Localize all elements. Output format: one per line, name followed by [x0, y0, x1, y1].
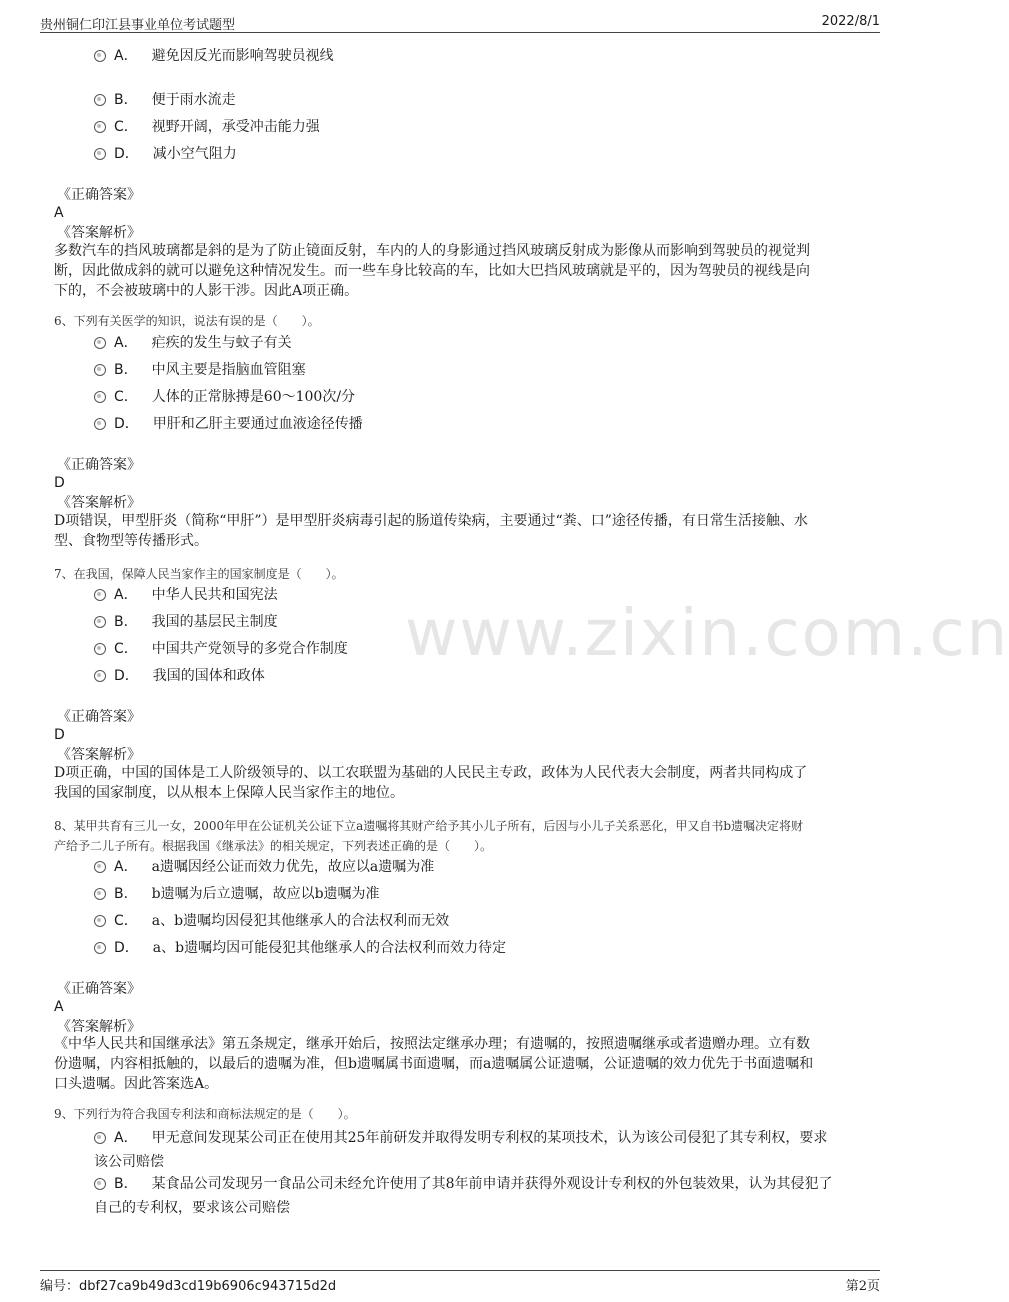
- radio-icon[interactable]: [94, 616, 106, 628]
- correct-answer: D: [54, 727, 65, 743]
- option-a[interactable]: A． 中华人民共和国宪法: [94, 583, 874, 607]
- radio-icon[interactable]: [94, 337, 106, 349]
- radio-icon[interactable]: [94, 121, 106, 133]
- analysis-text: 《中华人民共和国继承法》第五条规定，继承开始后，按照法定继承办理；有遗嘱的，按照遗嘱继承或者遗赠办理。立有数 份遗嘱，内容相抵触的，以最后的遗嘱为准，但b遗嘱属书面遗嘱，而a遗嘱属公证遗嘱，公证遗嘱的效力优先于书面遗嘱和 口头遗嘱。因此答案选A。: [54, 1036, 814, 1092]
- option-b[interactable]: B． 中风主要是指脑血管阻塞: [94, 358, 874, 382]
- option-a[interactable]: A． 疟疾的发生与蚊子有关: [94, 331, 874, 355]
- radio-icon[interactable]: [94, 915, 106, 927]
- radio-icon[interactable]: [94, 888, 106, 900]
- option-d[interactable]: D． 甲肝和乙肝主要通过血液途径传播: [94, 412, 874, 436]
- radio-icon[interactable]: [94, 94, 106, 106]
- analysis-text: D项错误，甲型肝炎（简称“甲肝”）是甲型肝炎病毒引起的肠道传染病，主要通过“粪、口”途径传播，有日常生活接触、水 型、食物型等传播形式。: [54, 513, 808, 549]
- question-stem: 6、下列有关医学的知识，说法有误的是（ ）。: [54, 314, 320, 328]
- option-b[interactable]: B． b遗嘱为后立遗嘱，故应以b遗嘱为准: [94, 882, 874, 906]
- correct-answer-label: 《正确答案》: [57, 457, 141, 473]
- option-c[interactable]: C． 视野开阔，承受冲击能力强: [94, 115, 874, 139]
- radio-icon[interactable]: [94, 589, 106, 601]
- option-d[interactable]: D． 我国的国体和政体: [94, 664, 874, 688]
- radio-icon[interactable]: [94, 50, 106, 62]
- radio-icon[interactable]: [94, 861, 106, 873]
- radio-icon[interactable]: [94, 670, 106, 682]
- analysis-text: 多数汽车的挡风玻璃都是斜的是为了防止镜面反射，车内的人的身影通过挡风玻璃反射成为影像从而影响到驾驶员的视觉判 断，因此做成斜的就可以避免这种情况发生。而一些车身比较高的车，比如大巴挡风玻璃就是平的，因为驾驶员的视线是向 下的，不会被玻璃中的人影干涉。因此A项正确。: [54, 243, 810, 299]
- radio-icon[interactable]: [94, 391, 106, 403]
- radio-icon[interactable]: [94, 942, 106, 954]
- radio-icon[interactable]: [94, 1132, 106, 1144]
- radio-icon[interactable]: [94, 148, 106, 160]
- correct-answer-label: 《正确答案》: [57, 187, 141, 203]
- question-stem: 9、下列行为符合我国专利法和商标法规定的是（ ）。: [54, 1107, 356, 1121]
- page-footer: [40, 1270, 880, 1293]
- question-stem: 8、某甲共育有三儿一女，2000年甲在公证机关公证下立a遗嘱将其财产给予其小儿子所有，后因与小儿子关系恶化，甲又自书b遗嘱决定将财 产给予二儿子所有。根据我国《继承法》的相关规定，下列表述正确的是（ ）。: [54, 819, 804, 853]
- question-stem: 7、在我国，保障人民当家作主的国家制度是（ ）。: [54, 567, 344, 581]
- page-number: 第2页: [845, 1279, 880, 1294]
- option-c[interactable]: C． 中国共产党领导的多党合作制度: [94, 637, 874, 661]
- option-b[interactable]: B． 我国的基层民主制度: [94, 610, 874, 634]
- analysis-label: 《答案解析》: [57, 495, 141, 511]
- document-code: 编号：dbf27ca9b49d3cd19b6906c943715d2d: [40, 1279, 337, 1294]
- analysis-text: D项正确，中国的国体是工人阶级领导的、以工农联盟为基础的人民民主专政，政体为人民代表大会制度，两者共同构成了 我国的国家制度，以从根本上保障人民当家作主的地位。: [54, 765, 808, 801]
- radio-icon[interactable]: [94, 643, 106, 655]
- document-date: 2022/8/1: [821, 14, 880, 29]
- radio-icon[interactable]: [94, 364, 106, 376]
- correct-answer: A: [54, 205, 64, 221]
- watermark: www.zixin.com.cn: [405, 597, 1009, 671]
- page-header: [40, 10, 880, 33]
- analysis-label: 《答案解析》: [57, 747, 141, 763]
- option-c[interactable]: C． a、b遗嘱均因侵犯其他继承人的合法权利而无效: [94, 909, 874, 933]
- option-a[interactable]: A． 甲无意间发现某公司正在使用其25年前研发并取得发明专利权的某项技术，认为该公司侵犯了其专利权，要求 该公司赔偿: [94, 1130, 828, 1170]
- document-title: 贵州铜仁印江县事业单位考试题型: [40, 18, 236, 33]
- option-d[interactable]: D． a、b遗嘱均因可能侵犯其他继承人的合法权利而效力待定: [94, 936, 874, 960]
- correct-answer: D: [54, 475, 65, 491]
- correct-answer-label: 《正确答案》: [57, 709, 141, 725]
- option-b[interactable]: B． 某食品公司发现另一食品公司未经允许使用了其8年前申请并获得外观设计专利权的外包装效果，认为其侵犯了 自己的专利权，要求该公司赔偿: [94, 1176, 833, 1216]
- analysis-label: 《答案解析》: [57, 225, 141, 241]
- option-c[interactable]: C． 人体的正常脉搏是60～100次/分: [94, 385, 874, 409]
- option-a[interactable]: A． 避免因反光而影响驾驶员视线: [94, 44, 874, 68]
- analysis-label: 《答案解析》: [57, 1019, 141, 1035]
- option-b[interactable]: B． 便于雨水流走: [94, 88, 874, 112]
- option-a[interactable]: A． a遗嘱因经公证而效力优先，故应以a遗嘱为准: [94, 855, 874, 879]
- radio-icon[interactable]: [94, 1178, 106, 1190]
- correct-answer-label: 《正确答案》: [57, 981, 141, 997]
- radio-icon[interactable]: [94, 418, 106, 430]
- option-d[interactable]: D． 减小空气阻力: [94, 142, 874, 166]
- correct-answer: A: [54, 999, 64, 1015]
